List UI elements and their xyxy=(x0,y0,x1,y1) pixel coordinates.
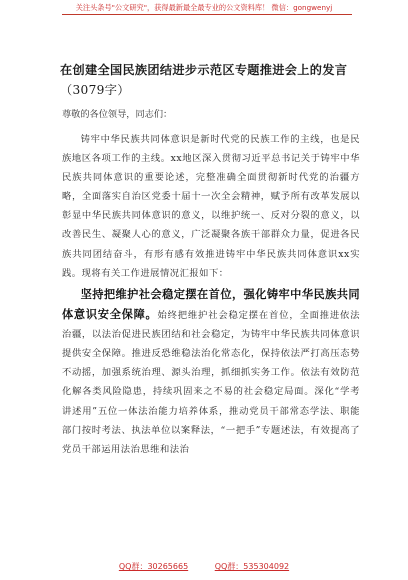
footer-contacts xyxy=(0,561,408,572)
salutation: 尊敬的各位领导，同志们： xyxy=(62,109,173,120)
section-body: 始终把维护社会稳定摆在首位，全面推进依法治疆，以法治促进民族团结和社会稳定，为铸牢中华民族共同体意识提供安全保障。推进反恐维稳法治化常态化，保持依法严打高压态势不动摇，加强系统治理、源头治理，抓细抓实务工作。依法有效防范化解各类风险隐患，持续巩固来之不易的社会稳定局面。深化“学考讲述用”五位一体法治能力培养体系，推动党员干部常态学法、职能部门按时考法、执法单位以案释法，“一把手”专题述法，有效提高了党员干部运用法治思维和法治 xyxy=(62,310,360,455)
document-title xyxy=(60,60,360,100)
header-divider xyxy=(62,14,352,15)
paragraph-section-1 xyxy=(62,285,360,459)
footer-qq-1: QQ群：30265665 xyxy=(118,562,189,571)
promo-banner: 关注头条号"公文研究"，获得最新最全最专业的公文资料库！ 微信：gongwenyj xyxy=(75,3,333,12)
title-text: 在创建全国民族团结进步示范区专题推进会上的发言 xyxy=(60,63,348,77)
footer-qq-2: QQ群：535304092 xyxy=(214,562,290,571)
paragraph-intro: 铸牢中华民族共同体意识是新时代党的民族工作的主线，也是民族地区各项工作的主线。xx地区深入贯彻习近平总书记关于铸牢中华民族共同体意识的重要论述，完整准确全面贯彻新时代党的治疆方略，全面落实自治区党委十届十一次全会精神，赋予所有改革发展以彰显中华民族共同体意识的意义，以维护统一、反对分裂的意义，以改善民生、凝聚人心的意义，广泛凝聚各族干部群众力量，促进各民族共同团结奋斗，有形有感有效推进铸牢中华民族共同体意识xx实践。现将有关工作进展情况汇报如下： xyxy=(62,134,360,279)
section-heading: 坚持把维护社会稳定摆在首位，强化铸牢中华民族共同体意识安全保障。 xyxy=(62,287,360,322)
word-count: （3079字） xyxy=(60,83,130,97)
